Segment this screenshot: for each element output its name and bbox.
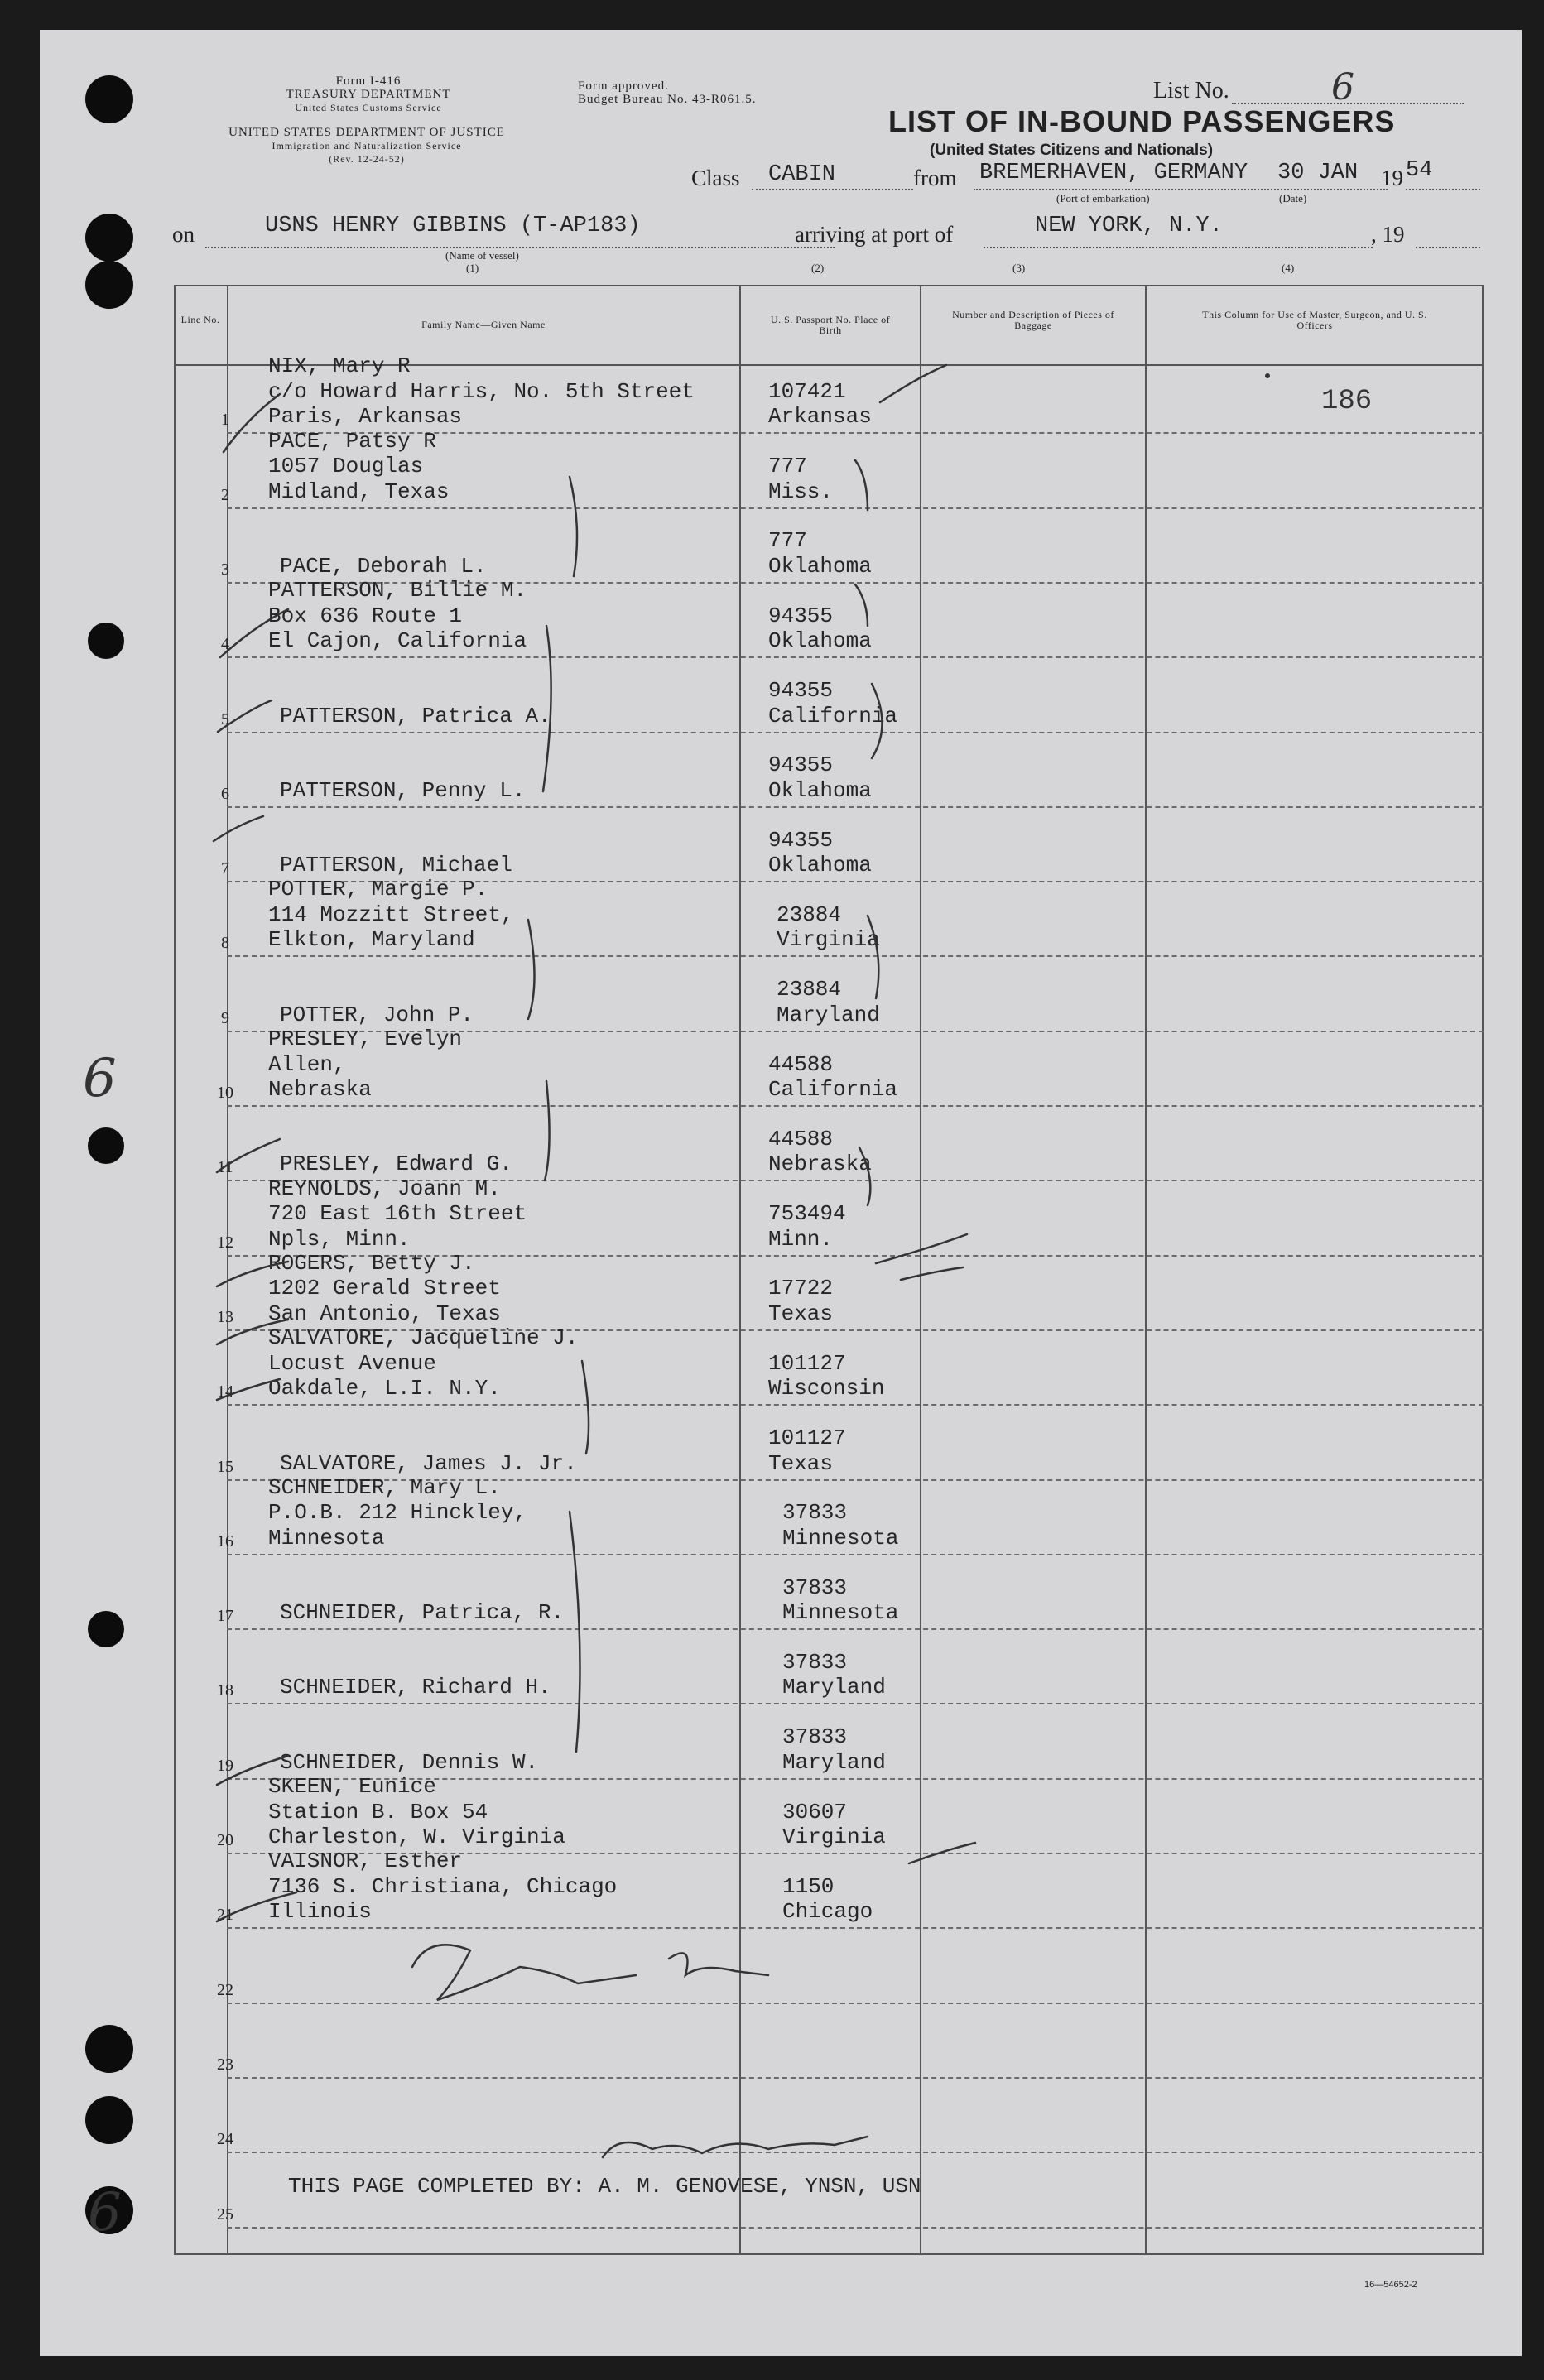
- list-no-value: 6: [1331, 66, 1354, 108]
- port-of-embarkation: BREMERHAVEN, GERMANY: [979, 161, 1248, 185]
- passenger-name-line: PACE, Deborah L.: [280, 553, 487, 579]
- line-number: 9: [221, 1008, 229, 1027]
- page-title: LIST OF IN-BOUND PASSENGERS: [888, 104, 1396, 138]
- passenger-name-line: 1057 Douglas: [268, 454, 424, 479]
- arriving-label: arriving at port of: [795, 222, 954, 247]
- line-number: 10: [217, 1084, 233, 1102]
- treasury-dept: TREASURY DEPARTMENT: [286, 88, 451, 101]
- place-of-birth: Maryland: [777, 1002, 880, 1027]
- margin-mark: 6: [83, 1048, 117, 1109]
- place-of-birth: Minnesota: [782, 1600, 899, 1626]
- place-of-birth: Oklahoma: [768, 553, 872, 579]
- passenger-name-line: SKEEN, Eunice: [268, 1774, 436, 1799]
- year-prefix: 19: [1381, 166, 1403, 190]
- passport-number: 23884: [777, 902, 842, 927]
- passport-number: 753494: [768, 1201, 846, 1227]
- line-number: 11: [217, 1158, 233, 1177]
- line-number: 6: [221, 784, 229, 803]
- place-of-birth: Chicago: [782, 1899, 873, 1925]
- justice-dept: UNITED STATES DEPARTMENT OF JUSTICE: [228, 126, 505, 139]
- punch-hole: [88, 1611, 124, 1647]
- passenger-name-line: Illinois: [268, 1899, 372, 1925]
- row-separator: [227, 1927, 1484, 1929]
- passport-number: 777: [768, 528, 807, 554]
- row-separator: [227, 1105, 1484, 1107]
- revision: (Rev. 12-24-52): [329, 153, 405, 165]
- passenger-name-line: Allen,: [268, 1051, 346, 1077]
- line-number: 24: [217, 2130, 233, 2149]
- line-number: 12: [217, 1233, 233, 1252]
- passenger-name-line: Npls, Minn.: [268, 1226, 411, 1252]
- vessel-caption: (Name of vessel): [445, 249, 519, 262]
- row-separator: [227, 1703, 1484, 1704]
- passport-number: 777: [768, 454, 807, 479]
- passenger-name-line: Oakdale, L.I. N.Y.: [268, 1376, 501, 1402]
- passenger-name-line: Minnesota: [268, 1525, 385, 1551]
- punch-hole: [85, 75, 133, 123]
- passenger-name-line: NIX, Mary R: [268, 353, 411, 379]
- passport-number: 37833: [782, 1575, 848, 1600]
- place-of-birth: Maryland: [782, 1675, 886, 1700]
- column-num-2: (2): [811, 262, 825, 274]
- place-of-birth: Oklahoma: [768, 853, 872, 878]
- completed-by: THIS PAGE COMPLETED BY: A. M. GENOVESE, YNSN, USN: [288, 2174, 921, 2199]
- print-code: 16—54652-2: [1364, 2280, 1417, 2290]
- passenger-manifest-page: [40, 30, 1522, 2356]
- passenger-name-line: 114 Mozzitt Street,: [268, 902, 514, 927]
- row-separator: [227, 1554, 1484, 1555]
- place-of-birth: Virginia: [782, 1825, 886, 1849]
- passport-number: 37833: [782, 1500, 848, 1526]
- arrival-port: NEW YORK, N.Y.: [1035, 214, 1223, 238]
- form-approved: Form approved.: [578, 79, 669, 93]
- row-separator: [227, 955, 1484, 957]
- col-header-name: Family Name—Given Name: [421, 319, 546, 330]
- passport-number: 37833: [782, 1649, 848, 1675]
- passenger-name-line: Elkton, Maryland: [268, 927, 475, 953]
- row-separator: [227, 2227, 1484, 2229]
- place-of-birth: Texas: [768, 1301, 834, 1326]
- row-separator: [227, 1628, 1484, 1630]
- form-id: Form I-416: [335, 75, 402, 88]
- place-of-birth: Texas: [768, 1450, 834, 1476]
- passenger-name-line: SCHNEIDER, Mary L.: [268, 1474, 501, 1500]
- ins-service: Immigration and Naturalization Service: [272, 140, 462, 151]
- line-number: 5: [221, 709, 229, 728]
- line-number: 23: [217, 2055, 233, 2074]
- passport-number: 101127: [768, 1426, 846, 1450]
- passenger-name-line: Midland, Texas: [268, 478, 450, 504]
- line-number: 2: [221, 485, 229, 504]
- passenger-name-line: SCHNEIDER, Dennis W.: [280, 1749, 539, 1775]
- passenger-name-line: PATTERSON, Michael: [280, 853, 512, 878]
- passenger-name-line: Box 636 Route 1: [268, 603, 463, 628]
- place-of-birth: Wisconsin: [768, 1376, 885, 1402]
- place-of-birth: Oklahoma: [768, 628, 872, 654]
- column-num-1: (1): [466, 262, 479, 274]
- passport-number: 17722: [768, 1276, 834, 1301]
- punch-hole: [88, 1127, 124, 1164]
- place-of-birth: California: [768, 1077, 898, 1102]
- punch-hole: [85, 2096, 133, 2144]
- passenger-name-line: Locust Avenue: [268, 1350, 436, 1376]
- passenger-name-line: SALVATORE, Jacqueline J.: [268, 1325, 579, 1351]
- passenger-name-line: PATTERSON, Patrica A.: [280, 703, 551, 728]
- passenger-name-line: VAISNOR, Esther: [268, 1849, 463, 1874]
- line-number: 7: [221, 859, 229, 878]
- passenger-name-line: PATTERSON, Billie M.: [268, 578, 527, 603]
- page-subtitle: (United States Citizens and Nationals): [930, 142, 1214, 159]
- place-of-birth: Oklahoma: [768, 777, 872, 803]
- passport-number: 94355: [768, 752, 834, 778]
- passport-number: 23884: [777, 977, 842, 1002]
- line-number: 19: [217, 1756, 233, 1775]
- punch-hole: [88, 623, 124, 659]
- ink-dot: [1265, 373, 1270, 378]
- passenger-name-line: POTTER, Margie P.: [268, 877, 488, 902]
- passenger-name-line: REYNOLDS, Joann M.: [268, 1176, 501, 1201]
- margin-mark: 6: [88, 2182, 122, 2243]
- passport-number: 94355: [768, 603, 834, 628]
- punch-hole: [85, 261, 133, 309]
- passenger-name-line: PRESLEY, Evelyn: [268, 1027, 463, 1051]
- line-number: 1: [221, 411, 229, 430]
- row-separator: [227, 2003, 1484, 2004]
- place-of-birth: Nebraska: [768, 1152, 872, 1177]
- line-number: 22: [217, 1980, 233, 1999]
- budget-bureau: Budget Bureau No. 43-R061.5.: [578, 93, 757, 106]
- list-no-label: List No.: [1153, 78, 1229, 103]
- passport-number: 107421: [768, 378, 846, 404]
- passenger-name-line: SCHNEIDER, Patrica, R.: [280, 1600, 565, 1626]
- vessel-name: USNS HENRY GIBBINS (T-AP183): [265, 214, 641, 238]
- passport-number: 1150: [782, 1873, 835, 1899]
- passport-number: 94355: [768, 678, 834, 703]
- on-label: on: [172, 222, 195, 247]
- passenger-name-line: PATTERSON, Penny L.: [280, 777, 526, 803]
- row-separator: [227, 2077, 1484, 2079]
- punch-hole: [85, 2025, 133, 2073]
- arrival-year: , 19: [1371, 222, 1405, 247]
- passport-number: 44588: [768, 1051, 834, 1077]
- date-caption: (Date): [1279, 192, 1307, 204]
- col-header-officers: This Column for Use of Master, Surgeon, and U. S. Officers: [1202, 309, 1427, 331]
- line-number: 18: [217, 1681, 233, 1700]
- row-separator: [227, 806, 1484, 808]
- row-separator: [227, 656, 1484, 658]
- passenger-name-line: P.O.B. 212 Hinckley,: [268, 1500, 527, 1526]
- passenger-name-line: 7136 S. Christiana, Chicago: [268, 1873, 618, 1899]
- passenger-name-line: 1202 Gerald Street: [268, 1276, 501, 1301]
- line-number: 13: [217, 1307, 233, 1326]
- passenger-name-line: San Antonio, Texas: [268, 1301, 501, 1326]
- row-separator: [227, 732, 1484, 733]
- line-number: 15: [217, 1457, 233, 1476]
- passenger-name-line: PRESLEY, Edward G.: [280, 1152, 512, 1177]
- officer-note: 186: [1321, 386, 1373, 417]
- passport-number: 101127: [768, 1350, 846, 1376]
- embarkation-date: 30 JAN: [1277, 161, 1359, 185]
- col-header-baggage: Number and Description of Pieces of Baggage: [952, 309, 1114, 331]
- line-number: 20: [217, 1831, 233, 1849]
- passenger-name-line: PACE, Patsy R: [268, 428, 436, 454]
- line-number: 14: [217, 1382, 233, 1402]
- from-label: from: [913, 166, 957, 190]
- passenger-name-line: 720 East 16th Street: [268, 1201, 527, 1227]
- place-of-birth: Miss.: [768, 478, 834, 504]
- place-of-birth: Minnesota: [782, 1525, 899, 1551]
- passenger-name-line: POTTER, John P.: [280, 1002, 474, 1027]
- line-number: 21: [217, 1906, 233, 1925]
- line-number: 3: [221, 560, 229, 579]
- line-number: 8: [221, 934, 229, 953]
- customs-service: United States Customs Service: [295, 102, 442, 113]
- passenger-name-line: SALVATORE, James J. Jr.: [280, 1450, 577, 1476]
- place-of-birth: Maryland: [782, 1749, 886, 1775]
- line-number: 16: [217, 1531, 233, 1551]
- passport-number: 30607: [782, 1799, 848, 1825]
- place-of-birth: California: [768, 703, 898, 728]
- line-number: 4: [221, 635, 229, 654]
- line-number: 25: [217, 2205, 233, 2224]
- col-header-line-no: Line No.: [180, 314, 220, 325]
- passport-number: 44588: [768, 1126, 834, 1152]
- passenger-name-line: Nebraska: [268, 1077, 372, 1102]
- passenger-name-line: Charleston, W. Virginia: [268, 1825, 565, 1849]
- class-label: Class: [691, 166, 740, 190]
- row-separator: [227, 1404, 1484, 1406]
- passenger-name-line: Station B. Box 54: [268, 1799, 488, 1825]
- passenger-name-line: c/o Howard Harris, No. 5th Street: [268, 378, 695, 404]
- line-number: 17: [217, 1607, 233, 1626]
- column-num-3: (3): [1012, 262, 1026, 274]
- punch-hole: [85, 214, 133, 262]
- place-of-birth: Arkansas: [768, 404, 872, 430]
- passenger-name-line: El Cajon, California: [268, 628, 527, 654]
- col-header-passport: U. S. Passport No. Place of Birth: [770, 314, 891, 336]
- row-separator: [227, 2152, 1484, 2153]
- passport-number: 94355: [768, 827, 834, 853]
- year-suffix: 54: [1406, 158, 1433, 183]
- column-num-4: (4): [1282, 262, 1295, 274]
- class-value: CABIN: [768, 162, 836, 187]
- passenger-name-line: Paris, Arkansas: [268, 404, 463, 430]
- place-of-birth: Minn.: [768, 1226, 834, 1252]
- place-of-birth: Virginia: [777, 927, 880, 953]
- passport-number: 37833: [782, 1724, 848, 1750]
- passenger-name-line: ROGERS, Betty J.: [268, 1250, 475, 1276]
- row-separator: [227, 507, 1484, 509]
- passenger-name-line: SCHNEIDER, Richard H.: [280, 1675, 551, 1700]
- port-caption: (Port of embarkation): [1056, 192, 1150, 204]
